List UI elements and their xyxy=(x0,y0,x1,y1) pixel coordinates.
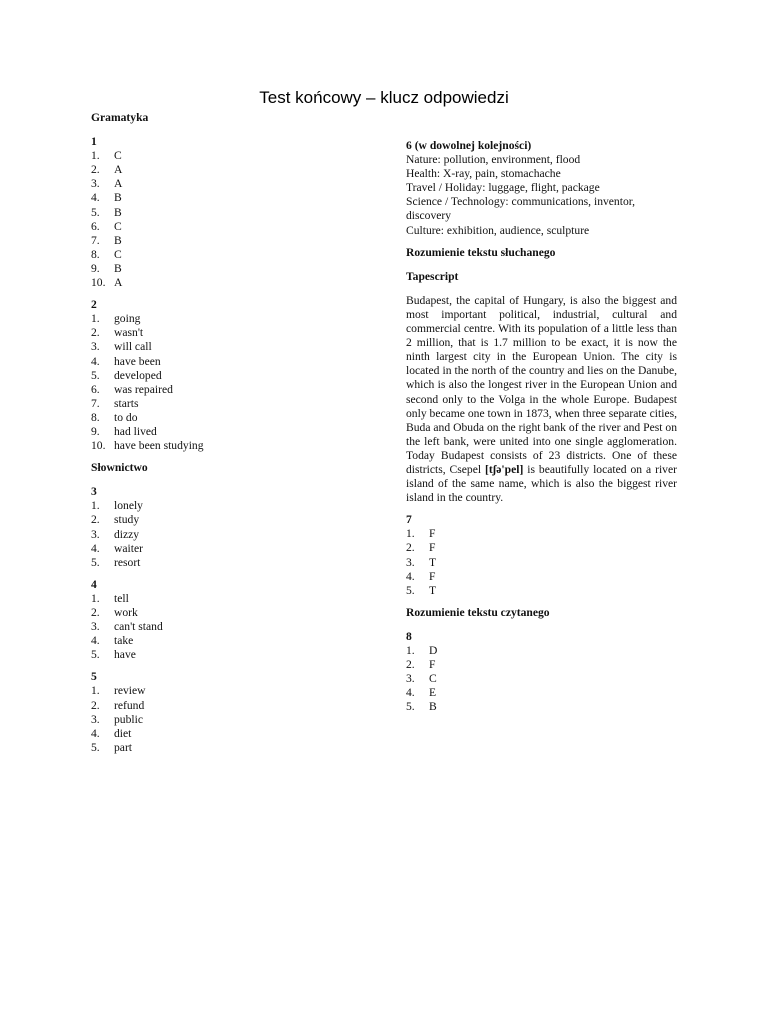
exercise-4-answers xyxy=(91,592,331,662)
list-item: 1. C xyxy=(91,149,122,163)
left-column xyxy=(91,111,331,755)
list-item: 6. was repaired xyxy=(91,382,173,396)
list-item: 9. had lived xyxy=(91,424,157,438)
list-item: 5. resort xyxy=(91,555,141,569)
exercise-1-number: 1 xyxy=(91,135,97,149)
exercise-5-number: 5 xyxy=(91,670,97,684)
list-item: 6. C xyxy=(91,219,122,233)
list-item: 5. B xyxy=(406,700,437,714)
list-item: 1. going xyxy=(91,312,141,326)
list-item: 1. lonely xyxy=(91,499,143,513)
list-item: 3. dizzy xyxy=(91,527,140,541)
list-item: 3. A xyxy=(91,177,123,191)
exercise-2-answers xyxy=(91,312,331,453)
category-line: Science / Technology: communications, inventor, discovery xyxy=(406,195,636,223)
category-line: Nature: pollution, environment, flood xyxy=(406,153,581,167)
exercise-5-answers xyxy=(91,684,331,754)
list-item: 2. wasn't xyxy=(91,326,144,340)
list-item: 2. A xyxy=(91,163,123,177)
exercise-7-number: 7 xyxy=(406,513,412,527)
list-item: 1. tell xyxy=(91,591,129,605)
page-title: Test końcowy – klucz odpowiedzi xyxy=(259,88,509,107)
list-item: 5. T xyxy=(406,583,437,597)
category-line: Culture: exhibition, audience, sculpture xyxy=(406,223,590,237)
exercise-4-number: 4 xyxy=(91,577,97,591)
exercise-3-answers xyxy=(91,499,331,569)
exercise-8-answers xyxy=(406,644,677,714)
section-heading-grammar: Gramatyka xyxy=(91,111,149,124)
list-item: 3. public xyxy=(91,712,143,726)
list-item: 3. C xyxy=(406,672,437,686)
section-heading-reading: Rozumienie tekstu czytanego xyxy=(406,605,550,619)
exercise-3-number: 3 xyxy=(91,485,97,499)
exercise-6-heading: 6 (w dowolnej kolejności) xyxy=(406,139,532,152)
list-item: 4. F xyxy=(406,569,436,583)
section-heading-listening: Rozumienie tekstu słuchanego xyxy=(406,245,556,259)
list-item: 5. developed xyxy=(91,368,162,382)
list-item: 2. study xyxy=(91,513,140,527)
list-item: 4. waiter xyxy=(91,541,143,555)
exercise-8-number: 8 xyxy=(406,629,412,643)
list-item: 2. work xyxy=(91,606,138,619)
list-item: 1. review xyxy=(91,684,146,698)
list-item: 10. A xyxy=(91,276,123,290)
list-item: 4. E xyxy=(406,686,437,700)
list-item: 2. F xyxy=(406,658,436,672)
exercise-1-answers xyxy=(91,149,331,290)
list-item: 8. C xyxy=(91,247,122,261)
list-item: 4. diet xyxy=(91,726,132,740)
list-item: 3. T xyxy=(406,555,437,569)
list-item: 2. F xyxy=(406,541,436,555)
exercise-2-number: 2 xyxy=(91,298,97,312)
list-item: 10. have been studying xyxy=(91,439,204,453)
list-item: 3. can't stand xyxy=(91,620,163,634)
list-item: 2. refund xyxy=(91,698,145,712)
list-item: 5. part xyxy=(91,740,133,754)
list-item: 4. take xyxy=(91,634,134,648)
list-item: 7. starts xyxy=(91,396,139,410)
category-line: Health: X-ray, pain, stomachache xyxy=(406,167,561,181)
section-heading-vocabulary: Słownictwo xyxy=(91,461,148,475)
list-item: 7. B xyxy=(91,233,122,247)
list-item: 5. B xyxy=(91,205,122,219)
exercise-7-answers xyxy=(406,527,677,597)
list-item: 3. will call xyxy=(91,340,152,354)
tapescript-heading: Tapescript xyxy=(406,269,459,283)
list-item: 8. to do xyxy=(91,410,138,424)
list-item: 4. have been xyxy=(91,354,161,368)
right-column xyxy=(406,139,677,714)
list-item: 1. D xyxy=(406,644,438,657)
list-item: 4. B xyxy=(91,191,122,205)
list-item: 5. have xyxy=(91,648,136,662)
category-line: Travel / Holiday: luggage, flight, package xyxy=(406,181,600,195)
tapescript-text: Budapest, the capital of Hungary, is also the biggest and most important political, industrial, cultural and commercial centre. With its population of a little less than 2 million, that is 1.7 million to be exact, it is now the ninth largest city in the European Union. The city is located in the north of the country and lies on the Danube, which is also the longest river in the European Union and second only to the Volga in the whole Europe. Budapest only became one town in 1873, when three separate cities, Buda and Obuda on the right bank of the river and Pest on the left bank, were united into one single agglomeration. Today Budapest consists of 23 districts. One of these districts, Csepel [tʃə'pel] is beautifully located on a river island of the same name, which is also the biggest river island in the country. xyxy=(406,293,677,505)
list-item: 1. F xyxy=(406,527,436,541)
phonetic-transcription: [tʃə'pel] xyxy=(485,462,524,476)
list-item: 9. B xyxy=(91,261,122,275)
